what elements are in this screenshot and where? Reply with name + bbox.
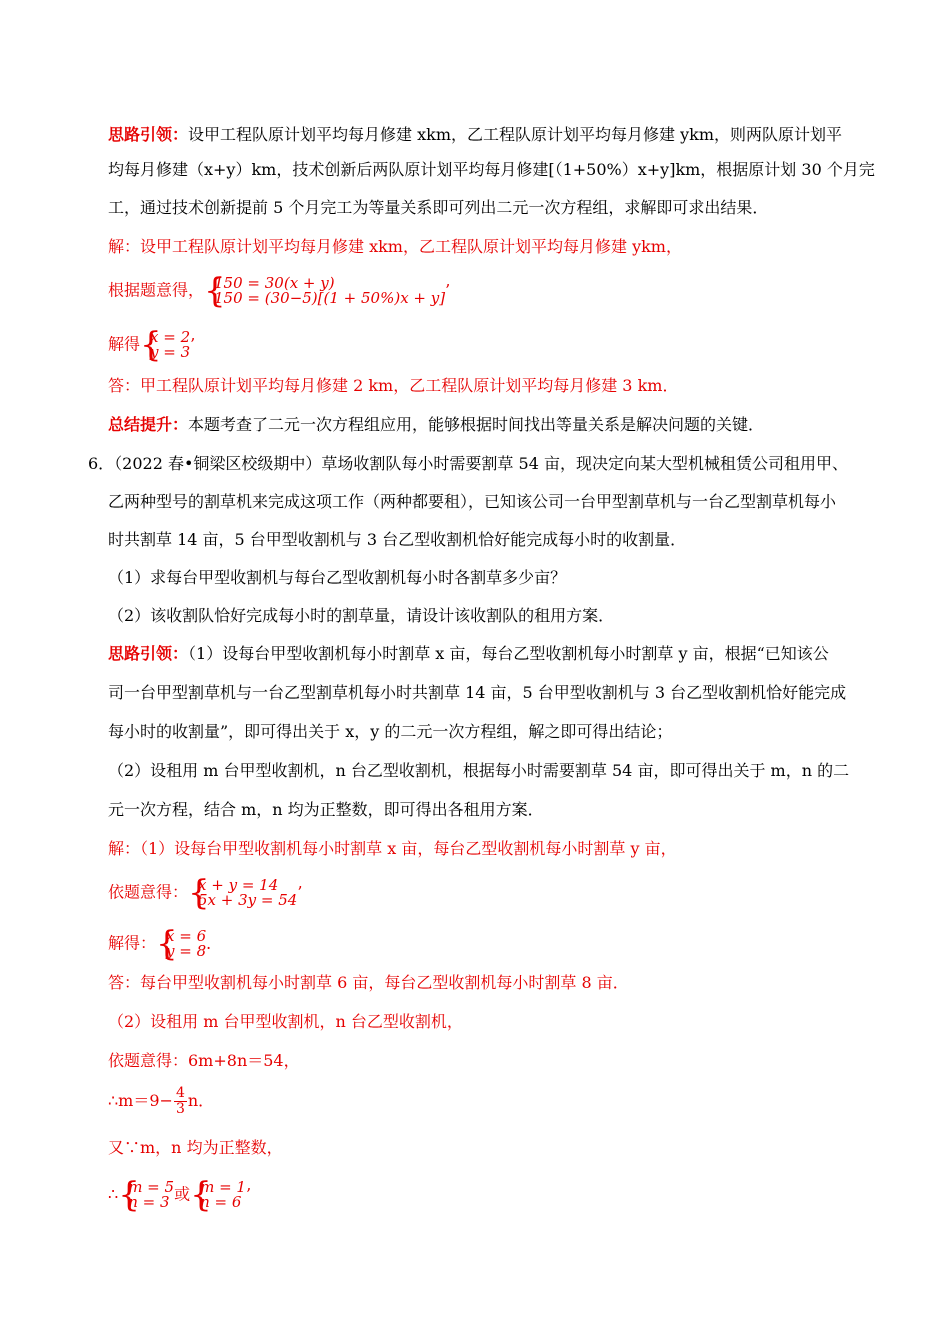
summary-text: 本题考查了二元一次方程组应用，能够根据时间找出等量关系是解决问题的关键． — [188, 415, 765, 434]
solution-system-line — [108, 873, 303, 913]
equation: n = 6 — [200, 1193, 242, 1211]
hint-line-2: 均每月修建（x+y）km，技术创新后两队原计划平均每月修建[（1+50%）x+y]km，根据原计划 30 个月完 — [108, 160, 875, 179]
hint-line-1 — [108, 643, 829, 665]
part2-line-1: （2）设租用 m 台甲型收割机，n 台乙型收割机， — [108, 1012, 463, 1031]
suffix: ’ — [245, 1184, 252, 1204]
question-line-1: 6．（2022 春•铜梁区校级期中）草场收割队每小时需要割草 54 亩，现决定向某大型机械租赁公司租用甲、 — [88, 454, 848, 473]
part2-line-4: 又∵m，n 均为正整数， — [108, 1138, 283, 1157]
summary-label: 总结提升： — [108, 415, 189, 434]
hint-line-5: 元一次方程，结合 m，n 均为正整数，即可得出各租用方案． — [108, 800, 544, 819]
fraction-numerator: 4 — [175, 1085, 185, 1101]
solved-line — [108, 325, 196, 365]
equation: n = 3 — [128, 1193, 170, 1211]
expr-suffix: n． — [187, 1091, 215, 1110]
equation: 150 = (30−5)[(1 + 50%)x + y] — [214, 289, 446, 307]
or-text: 或 — [174, 1184, 191, 1204]
hint-line-2: 司一台甲型割草机与一台乙型割草机每小时共割草 14 亩，5 台甲型收割机与 3 台乙型收割机恰好能完成 — [108, 683, 847, 702]
equation: 150 = 30(x + y) — [214, 274, 335, 292]
equation: y = 3 — [150, 343, 191, 361]
part2-line-2: 依题意得：6m+8n＝54， — [108, 1051, 300, 1070]
solved-line — [108, 924, 223, 964]
expr-prefix: ∴m＝9− — [108, 1091, 173, 1110]
brace-icon: { — [204, 271, 226, 311]
solved-prefix: 解得： — [108, 933, 157, 953]
question-line-2: 乙两种型号的割草机来完成这项工作（两种都要租），已知该公司一台甲型割草机与一台乙型割草机每小 — [108, 492, 837, 511]
sub-question-2: （2）该收割队恰好完成每小时的割草量，请设计该收割队的租用方案． — [108, 606, 615, 625]
equation-system — [118, 1175, 175, 1215]
solution-line-1: 解：设甲工程队原计划平均每月修建 xkm，乙工程队原计划平均每月修建 ykm， — [108, 237, 682, 256]
solution-system-line — [108, 271, 451, 311]
fraction-denominator: 3 — [175, 1101, 185, 1117]
sub-question-1: （1）求每台甲型收割机与每台乙型收割机每小时各割草多少亩？ — [108, 568, 567, 587]
solution-line-1: 解：（1）设每台甲型收割机每小时割草 x 亩，每台乙型收割机每小时割草 y 亩， — [108, 839, 677, 858]
summary-line — [108, 414, 764, 436]
equation: x = 6 — [166, 927, 207, 945]
brace-icon: { — [156, 924, 178, 964]
suffix: ． — [206, 933, 223, 953]
equation-system — [140, 325, 191, 365]
equation-system — [156, 924, 207, 964]
solution-prefix: 依题意得： — [108, 882, 189, 902]
part2-line-3 — [108, 1086, 214, 1117]
question-line-3: 时共割草 14 亩，5 台甲型收割机与 3 台乙型收割机恰好能完成每小时的收割量． — [108, 530, 687, 549]
hint-label: 思路引领： — [108, 644, 189, 663]
equation-system — [188, 873, 298, 913]
hint-text: （1）设每台甲型收割机每小时割草 x 亩，每台乙型收割机每小时割草 y 亩，根据“已知该公 — [188, 644, 829, 663]
therefore-symbol: ∴ — [108, 1184, 119, 1204]
fraction — [174, 1086, 187, 1117]
solution-prefix: 根据题意得， — [108, 280, 205, 300]
part2-line-5 — [108, 1175, 252, 1215]
brace-icon: { — [188, 873, 210, 913]
equation: m = 5 — [128, 1178, 175, 1196]
equation: x + y = 14 — [198, 876, 279, 894]
equation: x = 2 — [150, 328, 191, 346]
hint-line-3: 每小时的收割量”，即可得出关于 x，y 的二元一次方程组，解之即可得出结论； — [108, 722, 673, 741]
suffix: ’ — [297, 882, 303, 902]
brace-icon: { — [190, 1175, 212, 1215]
suffix: ’ — [445, 280, 451, 300]
brace-icon: { — [118, 1175, 140, 1215]
solved-prefix: 解得 — [108, 334, 141, 354]
answer-line: 答：每台甲型收割机每小时割草 6 亩，每台乙型收割机每小时割草 8 亩． — [108, 973, 629, 992]
equation-system — [190, 1175, 246, 1215]
equation: 5x + 3y = 54 — [198, 891, 298, 909]
brace-icon: { — [140, 325, 162, 365]
hint-line-3: 工，通过技术创新提前 5 个月完工为等量关系即可列出二元一次方程组，求解即可求出结果． — [108, 198, 769, 217]
equation: m = 1 — [200, 1178, 246, 1196]
answer-line: 答：甲工程队原计划平均每月修建 2 km，乙工程队原计划平均每月修建 3 km． — [108, 376, 679, 395]
suffix: ’ — [190, 334, 196, 354]
equation-system — [204, 271, 446, 311]
equation: y = 8 — [166, 942, 207, 960]
hint-line-1 — [108, 124, 842, 146]
hint-label: 思路引领： — [108, 125, 189, 144]
hint-line-4: （2）设租用 m 台甲型收割机，n 台乙型收割机，根据每小时需要割草 54 亩，即可得出关于 m，n 的二 — [108, 761, 850, 780]
hint-text: 设甲工程队原计划平均每月修建 xkm，乙工程队原计划平均每月修建 ykm，则两队原计划平 — [188, 125, 842, 144]
